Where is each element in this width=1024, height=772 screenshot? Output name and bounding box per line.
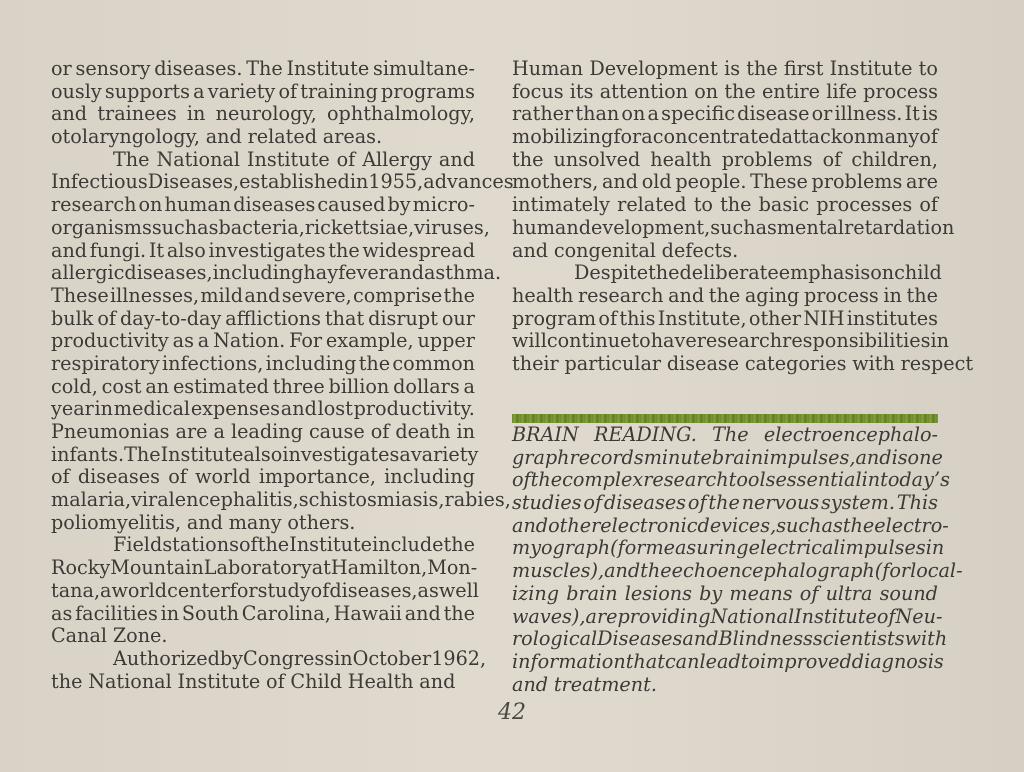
text-line: tana, a world center for study of diseases, as well — [51, 578, 479, 602]
caption-divider-bar — [512, 414, 938, 423]
text-line: and other electronic devices, such as the electro- — [512, 513, 949, 537]
text-line: and trainees in neurology, ophthalmology, — [51, 102, 475, 126]
text-line: Pneumonias are a leading cause of death in — [51, 420, 475, 443]
text-line: focus its attention on the entire life process — [512, 79, 938, 103]
text-line: respiratory infections, including the common — [51, 351, 475, 375]
text-line: ously supports a variety of training programs — [51, 79, 475, 103]
text-line: program of this Institute, other NIH institutes — [512, 306, 938, 330]
text-line: poliomyelitis, and many others. — [51, 510, 356, 534]
right-column — [512, 57, 974, 376]
text-line: information that can lead to improved diagnosis — [512, 649, 944, 673]
text-line: human development, such as mental retardation — [512, 215, 955, 239]
text-line: and treatment. — [512, 672, 657, 696]
text-line: will continue to have research responsibilities in — [512, 329, 949, 353]
text-line: graph records minute brain impulses, and is one — [512, 445, 943, 469]
text-line: mobilizing for a concentrated attack on many of — [512, 125, 938, 149]
text-line: muscles), and the echoencephalograph (for local- — [512, 559, 963, 583]
text-line: Infectious Diseases, established in 1955, advances — [51, 170, 514, 194]
text-line: rather than on a specific disease or illness. It is — [512, 102, 938, 126]
text-line: and congenital defects. — [512, 238, 739, 262]
text-line: or sensory diseases. The Institute simultane- — [51, 57, 475, 80]
text-line: as facilities in South Carolina, Hawaii and the — [51, 601, 475, 625]
text-line: the National Institute of Child Health and — [51, 669, 456, 693]
text-line: Field stations of the Institute include the — [113, 533, 475, 557]
text-line: productivity as a Nation. For example, upper — [51, 329, 475, 353]
text-line: izing brain lesions by means of ultra sound — [512, 581, 938, 605]
text-line: research on human diseases caused by micro- — [51, 193, 475, 217]
text-line: BRAIN READING. The electroencephalo- — [512, 423, 938, 446]
photo-caption — [512, 423, 963, 696]
page-number: 42 — [498, 700, 526, 725]
text-line: of the complex research tools essential in today’s — [512, 468, 950, 492]
text-line: Human Development is the first Institute to — [512, 57, 938, 80]
text-line: their particular disease categories with respect — [512, 351, 974, 375]
text-line: Despite the deliberate emphasis on child — [574, 261, 942, 285]
text-line: Canal Zone. — [51, 624, 168, 648]
text-line: the unsolved health problems of children, — [512, 147, 938, 171]
text-line: The National Institute of Allergy and — [113, 147, 475, 171]
text-line: waves), are providing National Institute of Neu- — [512, 604, 943, 628]
text-line: intimately related to the basic processes of — [512, 193, 938, 217]
text-line: myograph (for measuring electrical impulses in — [512, 536, 945, 560]
text-line: malaria, viral encephalitis, schistosmiasis, rabies, — [51, 488, 511, 512]
text-line: and fungi. It also investigates the widespread — [51, 238, 475, 262]
text-line: otolaryngology, and related areas. — [51, 125, 383, 149]
text-line: of diseases of world importance, including — [51, 465, 475, 489]
text-line: rological Diseases and Blindness scientists with — [512, 627, 948, 651]
text-line: allergic diseases, including hay fever and asthma. — [51, 261, 502, 285]
left-column — [51, 57, 514, 693]
text-line: year in medical expenses and lost productivity. — [51, 397, 475, 421]
text-line: mothers, and old people. These problems are — [512, 170, 938, 194]
text-line: Authorized by Congress in October 1962, — [113, 646, 487, 670]
text-line: These illnesses, mild and severe, comprise the — [51, 283, 475, 307]
text-line: cold, cost an estimated three billion dollars a — [51, 374, 475, 398]
text-line: bulk of day-to-day afflictions that disrupt our — [51, 306, 475, 330]
text-line: health research and the aging process in the — [512, 283, 938, 307]
text-line: studies of diseases of the nervous system. This — [512, 491, 938, 515]
text-line: organisms such as bacteria, rickettsiae, viruses, — [51, 215, 490, 239]
text-line: Rocky Mountain Laboratory at Hamilton, Mon- — [51, 556, 478, 580]
text-line: infants. The Institute also investigates a variety — [51, 442, 479, 466]
